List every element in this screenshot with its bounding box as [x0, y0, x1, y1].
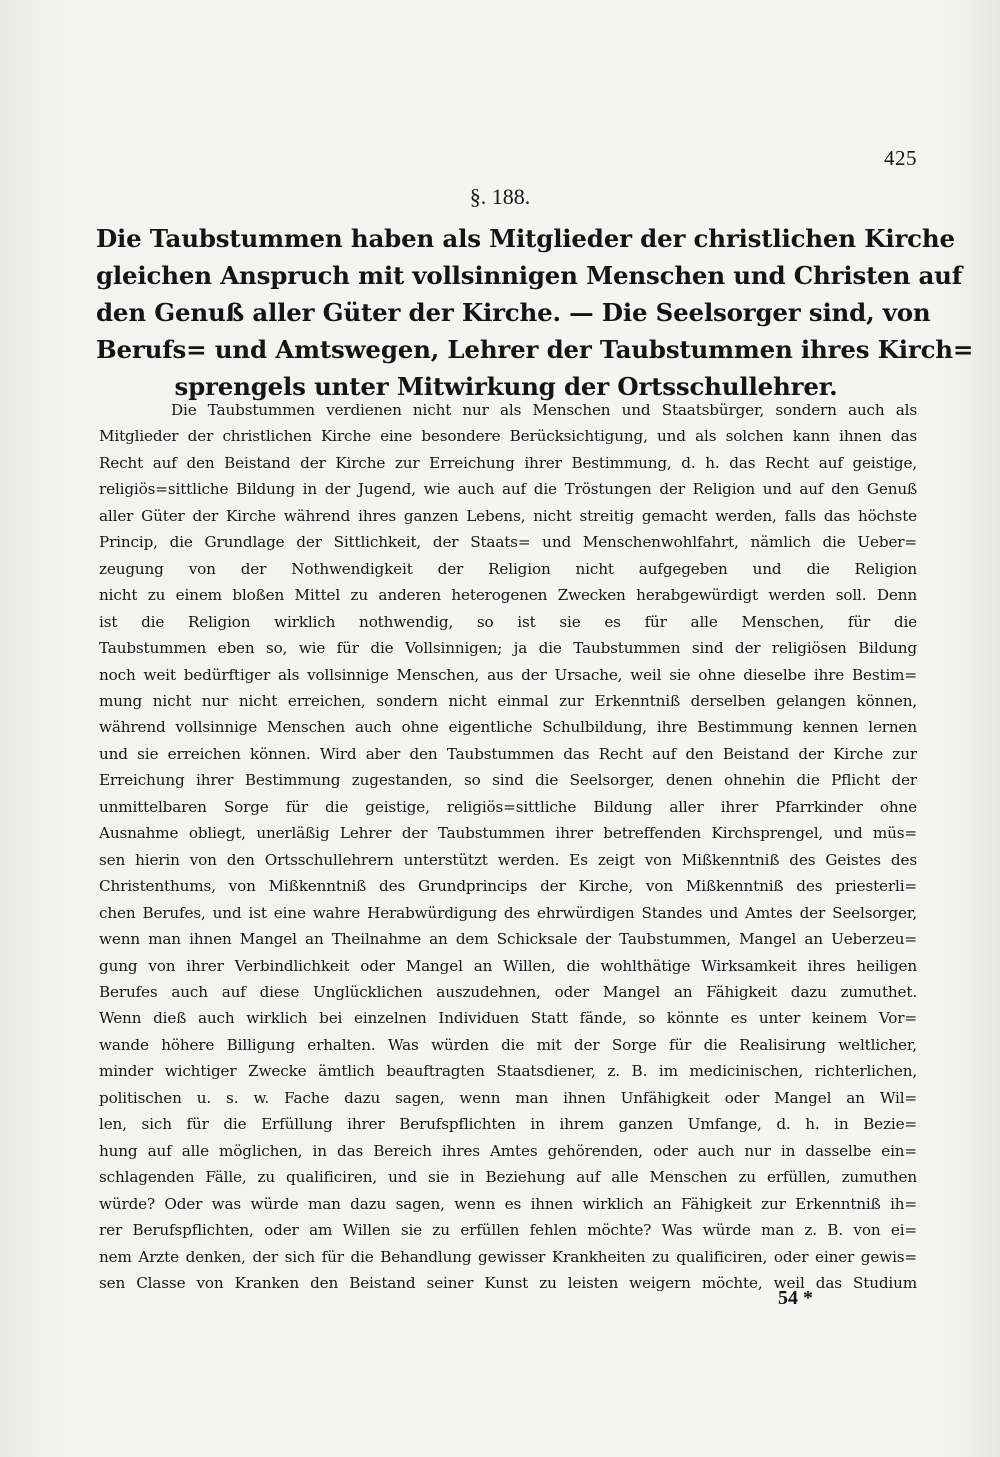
- text-line: religiös=sittliche Bildung in der Jugend, wie auch auf die Tröstungen der Religion und auf den Genuß: [99, 480, 917, 499]
- text-line: sen hierin von den Ortsschullehrern unterstützt werden. Es zeigt von Mißkenntniß des Geistes des: [99, 850, 917, 869]
- text-line: schlagenden Fälle, zu qualificiren, und sie in Beziehung auf alle Menschen zu erfüllen, zumuthen: [99, 1168, 917, 1187]
- text-line: und sie erreichen können. Wird aber den Taubstummen das Recht auf den Beistand der Kirche zur: [99, 744, 917, 763]
- text-line: minder wichtiger Zwecke ämtlich beauftragten Staatsdiener, z. B. im medicinischen, richterlichen,: [99, 1062, 917, 1081]
- text-line: während vollsinnige Menschen auch ohne eigentliche Schulbildung, ihre Bestimmung kennen lernen: [99, 718, 917, 737]
- text-line: gung von ihrer Verbindlichkeit oder Mangel an Willen, die wohlthätige Wirksamkeit ihres heiligen: [99, 956, 917, 975]
- text-line: rer Berufspflichten, oder am Willen sie zu erfüllen fehlen möchte? Was würde man z. B. von ei=: [99, 1221, 917, 1240]
- text-line: hung auf alle möglichen, in das Bereich ihres Amtes gehörenden, oder auch nur in dasselbe ein=: [99, 1141, 917, 1160]
- section-heading: [96, 220, 974, 405]
- text-line: Erreichung ihrer Bestimmung zugestanden, so sind die Seelsorger, denen ohnehin die Pflicht der: [99, 771, 917, 790]
- heading-line: Berufs= und Amtswegen, Lehrer der Taubstummen ihres Kirch=: [96, 335, 974, 364]
- heading-line: Die Taubstummen haben als Mitglieder der christlichen Kirche: [96, 224, 955, 253]
- text-line: sen Classe von Kranken den Beistand seiner Kunst zu leisten weigern möchte, weil das Studium: [99, 1273, 917, 1292]
- text-line: würde? Oder was würde man dazu sagen, wenn es ihnen wirklich an Fähigkeit zur Erkenntniß ih=: [99, 1194, 917, 1213]
- heading-line: den Genuß aller Güter der Kirche. — Die Seelsorger sind, von: [96, 298, 931, 327]
- section-number: §. 188.: [469, 184, 531, 209]
- heading-line: gleichen Anspruch mit vollsinnigen Menschen und Christen auf: [96, 261, 963, 290]
- signature-mark: 54 *: [778, 1287, 813, 1309]
- text-line: Mitglieder der christlichen Kirche eine besondere Berücksichtigung, und als solchen kann ihnen das: [99, 427, 917, 446]
- text-line: Die Taubstummen verdienen nicht nur als Menschen und Staatsbürger, sondern auch als: [171, 401, 917, 419]
- text-line: Recht auf den Beistand der Kirche zur Erreichung ihrer Bestimmung, d. h. das Recht auf geistige,: [99, 453, 917, 472]
- text-line: Berufes auch auf diese Unglücklichen auszudehnen, oder Mangel an Fähigkeit dazu zumuthet.: [99, 982, 917, 1001]
- text-line: Christenthums, von Mißkenntniß des Grundprincips der Kirche, von Mißkenntniß des priesterli=: [99, 877, 917, 896]
- text-line: Wenn dieß auch wirklich bei einzelnen Individuen Statt fände, so könnte es unter keinem Vor=: [99, 1009, 917, 1028]
- heading-line: sprengels unter Mitwirkung der Ortsschullehrer.: [174, 372, 838, 401]
- text-line: mung nicht nur nicht erreichen, sondern nicht einmal zur Erkenntniß derselben gelangen können,: [99, 691, 917, 710]
- text-line: Taubstummen eben so, wie für die Vollsinnigen; ja die Taubstummen sind der religiösen Bildung: [99, 639, 917, 658]
- text-line: zeugung von der Nothwendigkeit der Religion nicht aufgegeben und die Religion: [99, 559, 917, 578]
- text-line: aller Güter der Kirche während ihres ganzen Lebens, nicht streitig gemacht werden, falls das höchste: [99, 506, 917, 525]
- page-number: 425: [884, 146, 917, 170]
- text-line: chen Berufes, und ist eine wahre Herabwürdigung des ehrwürdigen Standes und Amtes der Seelsorger,: [99, 903, 917, 922]
- text-line: unmittelbaren Sorge für die geistige, religiös=sittliche Bildung aller ihrer Pfarrkinder ohne: [99, 797, 917, 816]
- text-line: nicht zu einem bloßen Mittel zu anderen heterogenen Zwecken herabgewürdigt werden soll. Denn: [99, 586, 917, 605]
- text-line: wenn man ihnen Mangel an Theilnahme an dem Schicksale der Taubstummen, Mangel an Ueberzeu=: [99, 930, 917, 949]
- text-line: Princip, die Grundlage der Sittlichkeit, der Staats= und Menschenwohlfahrt, nämlich die Ueber=: [99, 533, 917, 552]
- text-line: wande höhere Billigung erhalten. Was würden die mit der Sorge für die Realisirung weltlicher,: [99, 1035, 917, 1054]
- text-line: nem Arzte denken, der sich für die Behandlung gewisser Krankheiten zu qualificiren, oder einer gewis=: [99, 1247, 917, 1266]
- text-line: noch weit bedürftiger als vollsinnige Menschen, aus der Ursache, weil sie ohne dieselbe ihre Bestim=: [99, 665, 917, 684]
- text-line: ist die Religion wirklich nothwendig, so ist sie es für alle Menschen, für die: [99, 612, 917, 631]
- text-line: len, sich für die Erfüllung ihrer Berufspflichten in ihrem ganzen Umfange, d. h. in Bezie=: [99, 1115, 917, 1134]
- body-paragraph: [99, 397, 917, 1296]
- text-line: Ausnahme obliegt, unerläßig Lehrer der Taubstummen ihrer betreffenden Kirchsprengel, und müs=: [99, 824, 917, 843]
- text-line: politischen u. s. w. Fache dazu sagen, wenn man ihnen Unfähigkeit oder Mangel an Wil=: [99, 1088, 917, 1107]
